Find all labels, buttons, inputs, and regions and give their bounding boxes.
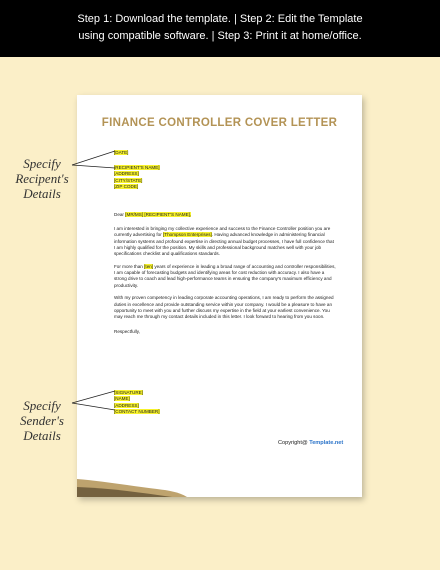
company-placeholder: [Thompson Enterprises]	[163, 232, 212, 238]
salutation-prefix: Dear	[114, 212, 126, 217]
sender-label-line-3: Details	[23, 428, 61, 443]
paragraph-1-text-b: . Having advanced knowledge in administering financial information systems and profound expertise in directing annual budget processes, I have full confidence that I am highly qualified for the position. My skills and professional background matches well with your job specifications checklist and qualifications standards.	[114, 232, 334, 257]
recipient-label-line-2: Recipent's	[15, 171, 69, 186]
recipient-city-state: [CITY/STATE]	[114, 177, 143, 183]
document-title: FINANCE CONTROLLER COVER LETTER	[101, 117, 338, 129]
sender-label-line-1: Specify	[23, 398, 61, 413]
banner-line-2: using compatible software. | Step 3: Print it at home/office.	[78, 30, 362, 42]
banner-line-1: Step 1: Download the template. | Step 2: Edit the Template	[77, 13, 363, 25]
sender-label-line-2: Sender's	[20, 413, 64, 428]
recipient-details-label	[6, 156, 78, 201]
paragraph-1-text-a: I am interested in bringing my collective experience and success to the Finance Controller position you are currently advertising for	[114, 226, 331, 238]
salutation-placeholder: [MR/MS] [RECIPIENT'S NAME],	[125, 212, 192, 217]
recipient-name: [RECIPIENT'S NAME]	[114, 165, 160, 170]
sender-contact: [CONTACT NUMBER]	[114, 408, 160, 414]
sender-signature: [SIGNATURE]	[114, 390, 144, 395]
closing: Respectfully,	[114, 329, 140, 335]
date-placeholder: [DATE]	[114, 150, 129, 155]
recipient-zip: [ZIP CODE]	[114, 183, 139, 189]
brand-link[interactable]: Template.net	[309, 440, 344, 446]
years-placeholder: [ten]	[144, 263, 154, 269]
recipient-label-line-1: Specify	[23, 156, 61, 171]
sender-address: [ADDRESS]	[114, 402, 139, 408]
copyright-text: Copyright@	[278, 440, 310, 446]
sender-details-label	[6, 398, 78, 443]
recipient-label-line-3: Details	[23, 186, 61, 201]
sender-name: [NAME]	[114, 396, 130, 402]
paragraph-2-text-a: For more than	[114, 263, 145, 269]
paragraph-2-text-b: years of experience in leading a broad range of accounting and controller responsibilities, I am capable of forecasting budgets and identifying areas for cost reduction with accuracy. I also have a strong drive to coach and lead high-performance teams in ensuring the company's maximum efficiency and productivity.	[114, 263, 336, 288]
recipient-address: [ADDRESS]	[114, 171, 139, 177]
paragraph-3: With my proven competency in leading corporate accounting operations, I am ready to perform the assigned duties in excellence and provide outstanding service within your company. I would be a pleasure to have an opportunity to meet with you and further discuss my expertise in the field at your earliest convenience. You may reach me through my contact details included in this letter. I look forward to hearing from you soon.	[114, 295, 334, 320]
